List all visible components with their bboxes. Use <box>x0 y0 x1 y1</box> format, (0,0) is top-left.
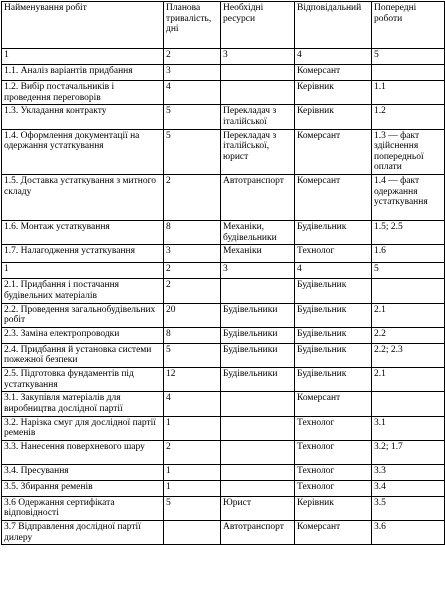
table-row <box>2 496 445 520</box>
cell-duration: 8 <box>164 221 221 245</box>
header-cell-duration: Планова тривалість, дні <box>164 2 221 49</box>
header-cell-work-name: Найменування робіт <box>2 2 164 49</box>
cell-responsible: Керівник <box>295 81 372 105</box>
cell-resources: Будівельники <box>221 327 295 343</box>
cell-work-name: 1 <box>2 263 164 279</box>
cell-predecessors: 1.3 — факт здійснення попередньої оплати <box>372 129 445 175</box>
cell-duration: 3 <box>164 65 221 81</box>
table-row <box>2 49 445 65</box>
cell-resources: Перекладач з італійської, юрист <box>221 129 295 175</box>
cell-work-name: 3.7 Відправлення дослідної партії дилеру <box>2 521 164 545</box>
cell-duration: 4 <box>164 392 221 416</box>
cell-responsible: Комерсант <box>295 65 372 81</box>
cell-responsible: Будівельник <box>295 221 372 245</box>
cell-duration: 4 <box>164 81 221 105</box>
cell-predecessors: 3.6 <box>372 521 445 545</box>
cell-predecessors: 2.2; 2.3 <box>372 343 445 367</box>
cell-resources: Автотранспорт <box>221 175 295 221</box>
cell-responsible: 4 <box>295 263 372 279</box>
cell-responsible: Будівельник <box>295 279 372 303</box>
cell-resources: Автотранспорт <box>221 521 295 545</box>
cell-predecessors: 1.5; 2.5 <box>372 221 445 245</box>
cell-responsible: Керівник <box>295 496 372 520</box>
cell-responsible: Комерсант <box>295 521 372 545</box>
cell-responsible: Будівельник <box>295 303 372 327</box>
cell-responsible: Технолог <box>295 480 372 496</box>
cell-resources <box>221 81 295 105</box>
cell-work-name: 1.2. Вибір постачальників і проведення переговорів <box>2 81 164 105</box>
table-body <box>2 49 445 545</box>
cell-predecessors: 3.1 <box>372 416 445 440</box>
cell-predecessors: 3.4 <box>372 480 445 496</box>
table-row <box>2 175 445 221</box>
cell-work-name: 2.4. Придбання й установка системи пожежної безпеки <box>2 343 164 367</box>
cell-work-name: 3.4. Пресування <box>2 464 164 480</box>
cell-duration: 2 <box>164 279 221 303</box>
table-row <box>2 279 445 303</box>
cell-duration: 5 <box>164 105 221 129</box>
table-row <box>2 105 445 129</box>
cell-work-name: 3.3. Нанесення поверхневого шару <box>2 440 164 464</box>
cell-resources: 3 <box>221 263 295 279</box>
work-schedule-table <box>1 1 445 545</box>
cell-work-name: 3.2. Нарізка смуг для дослідної партії ременів <box>2 416 164 440</box>
cell-responsible: Керівник <box>295 105 372 129</box>
cell-responsible: Технолог <box>295 245 372 263</box>
cell-duration: 1 <box>164 480 221 496</box>
cell-responsible: Будівельник <box>295 327 372 343</box>
cell-work-name: 1.3. Укладання контракту <box>2 105 164 129</box>
cell-predecessors: 2.1 <box>372 303 445 327</box>
cell-responsible: 4 <box>295 49 372 65</box>
cell-predecessors: 3.5 <box>372 496 445 520</box>
cell-duration: 8 <box>164 327 221 343</box>
cell-predecessors <box>372 65 445 81</box>
cell-duration: 2 <box>164 263 221 279</box>
table-row <box>2 480 445 496</box>
table-row <box>2 464 445 480</box>
cell-resources <box>221 416 295 440</box>
cell-duration: 5 <box>164 129 221 175</box>
cell-predecessors: 1.1 <box>372 81 445 105</box>
cell-work-name: 1.7. Налагодження устаткування <box>2 245 164 263</box>
cell-resources: 3 <box>221 49 295 65</box>
cell-resources: Будівельники <box>221 368 295 392</box>
cell-predecessors: 2.1 <box>372 368 445 392</box>
cell-duration: 5 <box>164 343 221 367</box>
cell-predecessors: 5 <box>372 49 445 65</box>
cell-resources <box>221 65 295 81</box>
cell-predecessors: 3.3 <box>372 464 445 480</box>
cell-duration: 1 <box>164 416 221 440</box>
header-cell-resources: Необхідні ресурси <box>221 2 295 49</box>
cell-work-name: 1.4. Оформлення документації на одержання устаткування <box>2 129 164 175</box>
cell-responsible: Технолог <box>295 464 372 480</box>
cell-predecessors: 2.2 <box>372 327 445 343</box>
table-row <box>2 263 445 279</box>
cell-duration: 12 <box>164 368 221 392</box>
table-row <box>2 245 445 263</box>
cell-responsible: Будівельник <box>295 343 372 367</box>
cell-duration: 1 <box>164 464 221 480</box>
header-cell-predecessors: Попередні роботи <box>372 2 445 49</box>
cell-duration: 2 <box>164 49 221 65</box>
cell-resources <box>221 440 295 464</box>
cell-predecessors <box>372 279 445 303</box>
table-row <box>2 521 445 545</box>
cell-predecessors: 1.2 <box>372 105 445 129</box>
table-row <box>2 221 445 245</box>
table-row <box>2 81 445 105</box>
cell-resources: Перекладач з італійської <box>221 105 295 129</box>
cell-resources <box>221 392 295 416</box>
cell-resources <box>221 279 295 303</box>
table-header-row <box>2 2 445 49</box>
cell-responsible: Технолог <box>295 440 372 464</box>
header-cell-responsible: Відповідальний <box>295 2 372 49</box>
cell-work-name: 2.2. Проведення загальнобудівельних робіт <box>2 303 164 327</box>
cell-work-name: 1.6. Монтаж устаткування <box>2 221 164 245</box>
cell-duration: 2 <box>164 175 221 221</box>
cell-work-name: 1.1. Аналіз варіантів придбання <box>2 65 164 81</box>
cell-resources: Механіки <box>221 245 295 263</box>
table-row <box>2 416 445 440</box>
cell-work-name: 3.6 Одержання сертифіката відповідності <box>2 496 164 520</box>
cell-responsible: Комерсант <box>295 392 372 416</box>
cell-duration: 3 <box>164 245 221 263</box>
cell-resources: Механіки, будівельники <box>221 221 295 245</box>
cell-resources <box>221 464 295 480</box>
cell-responsible: Комерсант <box>295 129 372 175</box>
table-row <box>2 303 445 327</box>
cell-predecessors: 1.4 — факт одержання устаткування <box>372 175 445 221</box>
cell-work-name: 1 <box>2 49 164 65</box>
cell-work-name: 2.3. Заміна електропроводки <box>2 327 164 343</box>
cell-work-name: 2.1. Придбання і постачання будівельних матеріалів <box>2 279 164 303</box>
cell-resources <box>221 480 295 496</box>
cell-duration <box>164 521 221 545</box>
table-row <box>2 327 445 343</box>
table-row <box>2 392 445 416</box>
cell-predecessors <box>372 392 445 416</box>
cell-responsible: Технолог <box>295 416 372 440</box>
cell-predecessors: 3.2; 1.7 <box>372 440 445 464</box>
cell-work-name: 3.1. Закупівля матеріалів для виробництва дослідної партії <box>2 392 164 416</box>
cell-duration: 5 <box>164 496 221 520</box>
cell-predecessors: 5 <box>372 263 445 279</box>
table-row <box>2 65 445 81</box>
cell-duration: 2 <box>164 440 221 464</box>
table-row <box>2 440 445 464</box>
cell-work-name: 3.5. Збирання ременів <box>2 480 164 496</box>
table-row <box>2 368 445 392</box>
table-row <box>2 343 445 367</box>
table-row <box>2 129 445 175</box>
cell-resources: Будівельники <box>221 303 295 327</box>
cell-duration: 20 <box>164 303 221 327</box>
cell-predecessors: 1.6 <box>372 245 445 263</box>
cell-work-name: 2.5. Підготовка фундаментів під устаткування <box>2 368 164 392</box>
cell-resources: Юрист <box>221 496 295 520</box>
cell-work-name: 1.5. Доставка устаткування з митного складу <box>2 175 164 221</box>
cell-responsible: Комерсант <box>295 175 372 221</box>
cell-resources: Будівельники <box>221 343 295 367</box>
cell-responsible: Будівельник <box>295 368 372 392</box>
